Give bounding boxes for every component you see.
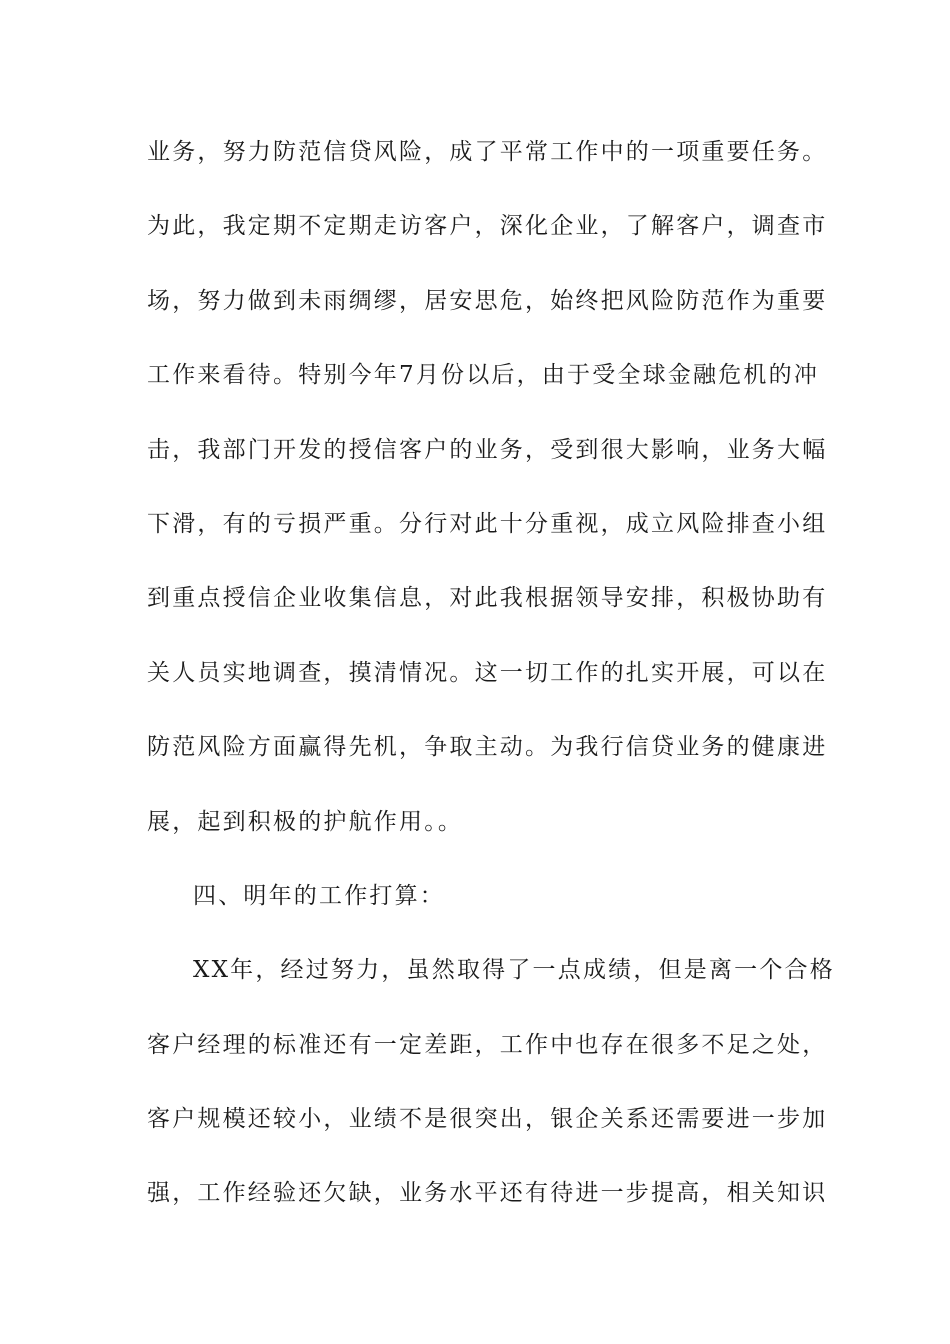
text-line: 业务，努力防范信贷风险，成了平常工作中的一项重要任务。 [147, 139, 828, 165]
text-line: 客户规模还较小，业绩不是很突出，银企关系还需要进一步加 [147, 1106, 828, 1133]
text-line: 客户经理的标准还有一定差距，工作中也存在很多不足之处， [147, 1031, 828, 1058]
text-line: 到重点授信企业收集信息，对此我根据领导安排，积极协助有 [147, 585, 828, 612]
paragraph-start: XX年，经过努力，虽然取得了一点成绩，但是离一个合格 [193, 957, 835, 984]
text-line: 下滑，有的亏损严重。分行对此十分重视，成立风险排查小组 [147, 510, 828, 537]
text-line: 为此，我定期不定期走访客户，深化企业，了解客户，调查市 [147, 213, 828, 240]
text-line: 击，我部门开发的授信客户的业务，受到很大影响，业务大幅 [147, 436, 828, 463]
body-text [147, 128, 835, 1244]
text-line: 防范风险方面赢得先机，争取主动。为我行信贷业务的健康进 [147, 734, 828, 761]
text-line: 展，起到积极的护航作用。。 [147, 808, 464, 835]
text-line: 工作来看待。特别今年7月份以后，由于受全球金融危机的冲 [147, 362, 820, 389]
section-heading: 四、明年的工作打算： [193, 882, 445, 909]
text-line: 强，工作经验还欠缺，业务水平还有待进一步提高，相关知识 [147, 1180, 828, 1207]
text-line: 场，努力做到未雨绸缪，居安思危，始终把风险防范作为重要 [147, 287, 828, 314]
text-line: 关人员实地调查，摸清情况。这一切工作的扎实开展，可以在 [147, 659, 828, 686]
